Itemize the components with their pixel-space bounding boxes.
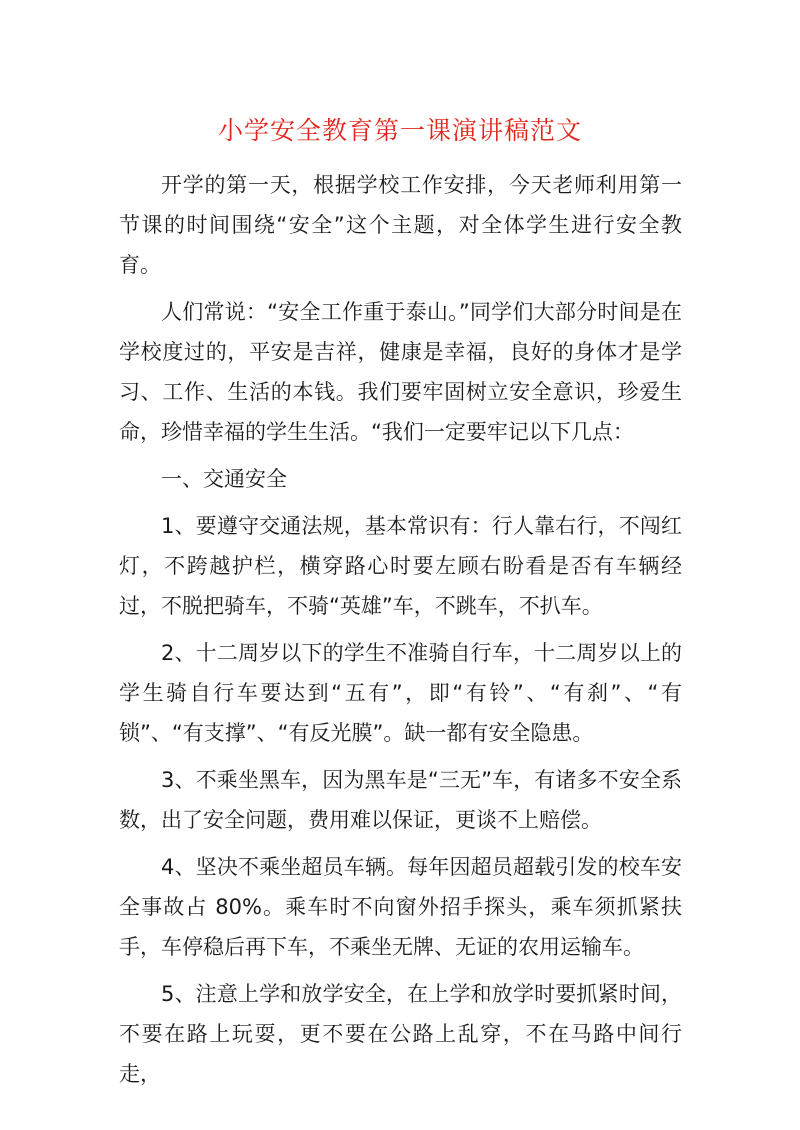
paragraph-intro: 开学的第一天，根据学校工作安排，今天老师利用第一节课的时间围绕“安全”这个主题，对全体学生进行安全教育。 — [119, 173, 682, 277]
section-heading-traffic-safety: 一、交通安全 — [161, 467, 287, 491]
paragraph-item-3: 3、不乘坐黑车，因为黑车是“三无”车，有诸多不安全系数，出了安全问题，费用难以保证，更谈不上赔偿。 — [119, 768, 682, 832]
paragraph-item-4: 4、坚决不乘坐超员车辆。每年因超员超载引发的校车安全事故占 80%。乘车时不向窗外招手探头，乘车须抓紧扶手，车停稳后再下车，不乘坐无牌、无证的农用运输车。 — [119, 855, 682, 959]
document-body — [119, 165, 682, 1101]
paragraph-item-2: 2、十二周岁以下的学生不准骑自行车，十二周岁以上的学生骑自行车要达到“五有”，即“有铃”、“有刹”、“有锁”、“有支撑”、“有反光膜”。缺一都有安全隐患。 — [119, 641, 682, 745]
paragraph-common-saying: 人们常说：“安全工作重于泰山。”同学们大部分时间是在学校度过的，平安是吉祥，健康是幸福，良好的身体才是学习、工作、生活的本钱。我们要牢固树立安全意识，珍爱生命，珍惜幸福的学生生活。“我们一定要牢记以下几点： — [119, 300, 682, 444]
document-title: 小学安全教育第一课演讲稿范文 — [217, 116, 582, 145]
paragraph-item-1: 1、要遵守交通法规，基本常识有：行人靠右行，不闯红灯，不跨越护栏，横穿路心时要左顾右盼看是否有车辆经过，不脱把骑车，不骑“英雄”车，不跳车，不扒车。 — [119, 514, 682, 618]
paragraph-item-5: 5、注意上学和放学安全，在上学和放学时要抓紧时间，不要在路上玩耍，更不要在公路上乱穿，不在马路中间行走， — [119, 982, 682, 1086]
